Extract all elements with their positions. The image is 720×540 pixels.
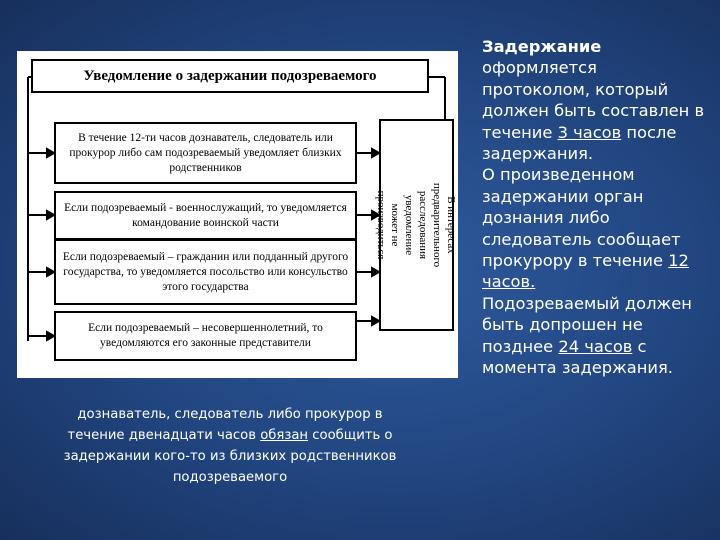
diagram-panel [17, 51, 458, 378]
rule-minor-text: Если подозреваемый – несовершеннолетний, то уведомляются его законные представители [88, 322, 323, 349]
caption-part2: сообщить о задержании кого-то из близких родственников подозреваемого [63, 428, 397, 485]
rule-relatives [54, 122, 357, 184]
diagram-title: Уведомление о задержании подозреваемого [31, 59, 429, 93]
paragraph-notify-text: О произведенном задержании орган дознания либо следователь сообщает прокурору в течение [482, 165, 681, 271]
paragraph-notify-prosecutor [478, 164, 710, 292]
rule-military [54, 191, 357, 240]
paragraph-protocol-heading: Задержание [482, 37, 602, 56]
paragraph-protocol-text: оформляется протоколом, который должен быть составлен в течение [482, 58, 705, 142]
paragraph-interrogation-deadline: 24 часов [558, 336, 633, 356]
paragraph-interrogation-text: Подозреваемый должен быть допрошен не позднее [482, 293, 692, 356]
paragraph-interrogation [478, 293, 710, 379]
side-note-text: В интересах предварительного расследования уведомление может не производиться [375, 182, 458, 268]
paragraph-protocol-end: после задержания. [482, 122, 677, 164]
paragraph-protocol-deadline: 3 часов [557, 122, 622, 142]
rule-foreign-citizen-text: Если подозреваемый – гражданин или подданный другого государства, то уведомляется посольство или консульство этого государства [62, 250, 349, 293]
rule-minor [54, 311, 357, 361]
diagram-caption [50, 404, 410, 488]
paragraph-notify-deadline: 12 часов. [482, 251, 689, 292]
rule-foreign-citizen [54, 239, 357, 305]
rule-military-text: Если подозреваемый - военнослужащий, то уведомляется командование воинской части [64, 201, 347, 229]
right-text-block [478, 36, 710, 379]
paragraph-interrogation-end: с момента задержания. [482, 336, 673, 378]
paragraph-protocol [478, 36, 710, 164]
caption-underlined: обязан [260, 428, 309, 443]
rule-relatives-text: В течение 12-ти часов дознаватель, следователь или прокурор либо сам подозреваемый уведомляет близких родственников [69, 131, 342, 174]
side-note-box [375, 119, 458, 331]
caption-part1: дознаватель, следователь либо прокурор в течение двенадцати часов [67, 407, 383, 443]
